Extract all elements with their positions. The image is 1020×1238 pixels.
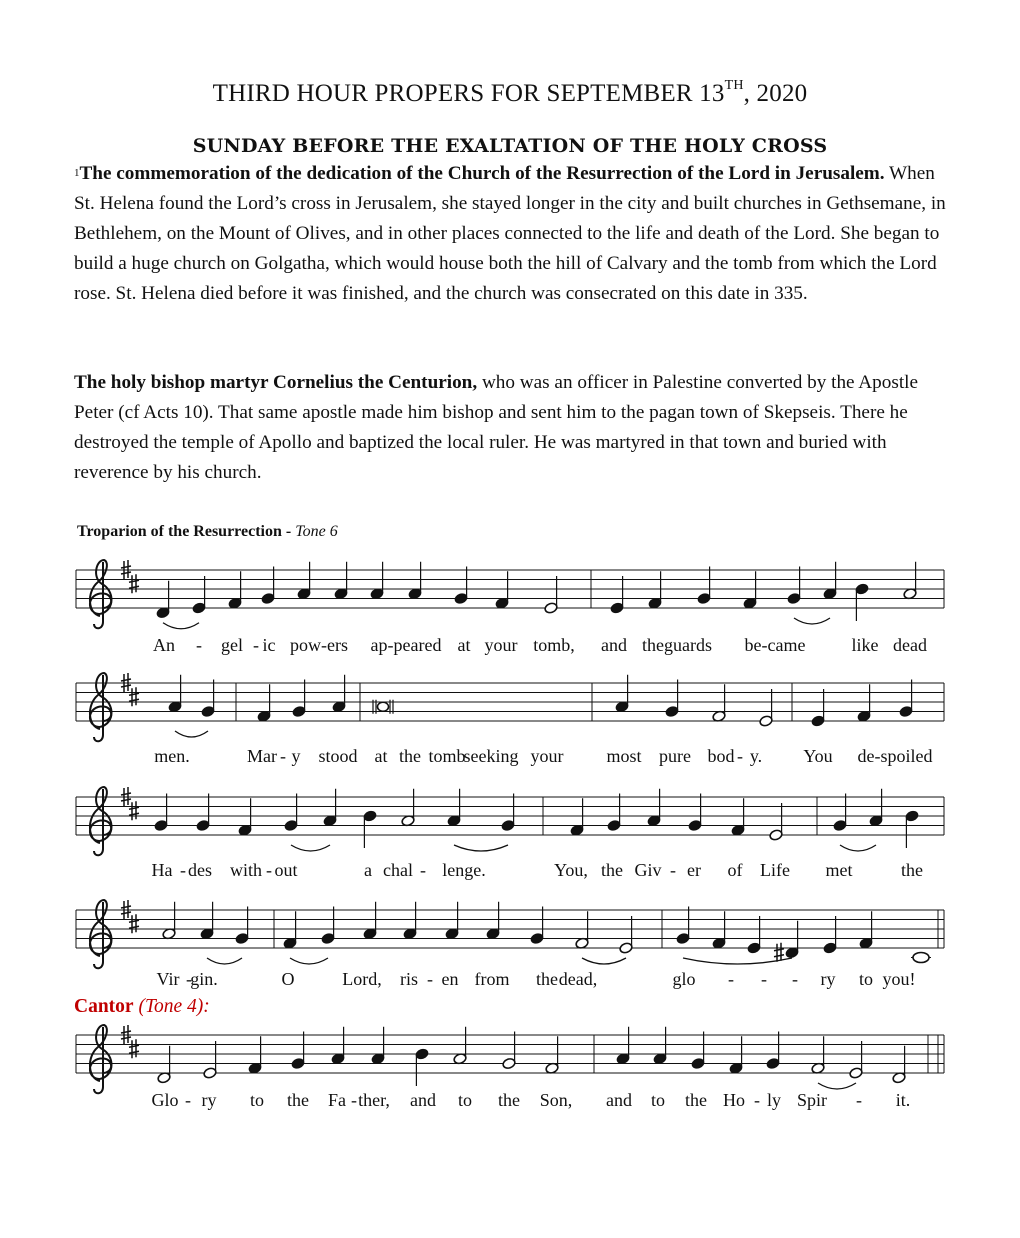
slur xyxy=(175,731,208,737)
lyric-syllable: Fa xyxy=(328,1090,346,1110)
martyr-text: who was an officer in Palestine converted by the Apostle Peter (cf Acts 10). That same apostle made him bishop and sent him to the pagan town of Skepseis. There he destroyed the temple of Apollo and baptized the local ruler. He was martyred in that town and buried with reverence by his church. xyxy=(74,372,918,483)
lyric-syllable: - xyxy=(737,746,743,766)
lyric-syllable: er xyxy=(687,860,701,880)
lyric-syllable: Lord, xyxy=(342,969,382,989)
lyric-syllable: - xyxy=(427,969,433,989)
lyric-syllable: - xyxy=(670,860,676,880)
lyric-syllable: - xyxy=(856,1090,862,1110)
lyric-syllable: a xyxy=(364,860,372,880)
lyric-syllable: pure xyxy=(659,746,691,766)
cantor-label: Cantor xyxy=(74,996,134,1017)
cantor-tone: (Tone 4): xyxy=(138,996,210,1017)
lyric-syllable: ry xyxy=(201,1090,217,1110)
lyric-syllable: the xyxy=(287,1090,309,1110)
lyric-syllable: - xyxy=(728,969,734,989)
slur xyxy=(683,958,792,964)
lyric-syllable: des xyxy=(188,860,212,880)
slur xyxy=(291,845,330,851)
commemoration-heading: The commemoration of the dedication of the Church of the Resurrection of the Lord in Jerusalem. xyxy=(79,163,885,184)
lyric-syllable: ry xyxy=(820,969,836,989)
lyric-syllable: you! xyxy=(882,969,916,989)
key-sharp-icon xyxy=(129,687,139,706)
lyric-syllable: to xyxy=(650,1090,666,1110)
lyric-syllable: Life xyxy=(760,860,790,880)
lyric-syllable: chal xyxy=(383,860,413,880)
lyric-syllable: An xyxy=(153,635,175,655)
lyric-syllable: - xyxy=(754,1090,760,1110)
lyric-syllable: You, xyxy=(554,860,588,880)
lyric-syllable: the xyxy=(642,635,664,655)
breve-note-head xyxy=(378,702,389,711)
key-sharp-icon xyxy=(129,1039,139,1058)
lyric-syllable: Mar xyxy=(247,746,277,766)
lyric-syllable: O xyxy=(281,969,295,989)
lyric-syllable: the xyxy=(399,746,421,766)
slur xyxy=(207,958,242,964)
lyric-syllable: - xyxy=(280,746,286,766)
troparion-tone: Tone 6 xyxy=(295,523,338,540)
lyric-syllable: met xyxy=(825,860,853,880)
lyric-syllable: ic xyxy=(262,635,276,655)
lyric-syllable: the xyxy=(685,1090,707,1110)
martyr-heading: The holy bishop martyr Cornelius the Centurion, xyxy=(74,372,478,393)
lyric-syllable: bod xyxy=(707,746,735,766)
lyric-syllable: the xyxy=(536,969,558,989)
lyric-syllable: - xyxy=(180,860,186,880)
lyric-syllable: - xyxy=(761,969,767,989)
slur xyxy=(794,618,830,624)
troparion-label: Troparion of the Resurrection - xyxy=(77,523,296,540)
lyric-syllable: pow-ers xyxy=(290,635,348,655)
lyric-syllable: be-came xyxy=(744,635,806,655)
lyric-syllable: y. xyxy=(749,746,763,766)
lyric-syllable: at xyxy=(374,746,388,766)
lyric-syllable: it. xyxy=(895,1090,911,1110)
slur xyxy=(163,623,199,629)
lyric-syllable: Ha xyxy=(151,860,173,880)
lyric-syllable: Son, xyxy=(539,1090,573,1110)
key-sharp-icon xyxy=(129,914,139,933)
lyric-syllable: - xyxy=(792,969,798,989)
lyric-syllable: men. xyxy=(154,746,190,766)
feast-subtitle: SUNDAY BEFORE THE EXALTATION OF THE HOLY CROSS xyxy=(192,135,828,157)
commemoration-text: When St. Helena found the Lord’s cross in Jerusalem, she stayed longer in the city and built churches in Gethsemane, in Bethlehem, on the Mount of Olives, and in other places connected to the life and death of the Lord. She began to build a huge church on Golgatha, which would house both the hill of Calvary and the tomb from which the Lord rose. St. Helena died before it was finished, and the church was consecrated on this date in 335. xyxy=(74,163,946,304)
lyric-syllable: and xyxy=(410,1090,436,1110)
slur xyxy=(840,845,876,851)
lyric-syllable: like xyxy=(851,635,879,655)
slur xyxy=(582,958,626,964)
lyric-syllable: - xyxy=(185,1090,191,1110)
lyric-syllable: to xyxy=(457,1090,473,1110)
accidental-sharp-icon xyxy=(774,943,784,962)
lyric-syllable: the xyxy=(498,1090,520,1110)
lyric-syllable: Ho xyxy=(723,1090,745,1110)
lyric-syllable: stood xyxy=(318,746,358,766)
lyric-syllable: your xyxy=(530,746,564,766)
lyric-syllable: ap-peared xyxy=(370,635,442,655)
lyric-syllable: - xyxy=(351,1090,357,1110)
lyric-syllable: - xyxy=(186,969,192,989)
lyric-syllable: the xyxy=(601,860,623,880)
lyric-syllable: Vir xyxy=(156,969,180,989)
slur xyxy=(290,958,328,964)
lyric-syllable: and xyxy=(601,635,627,655)
lyric-syllable: Glo xyxy=(151,1090,179,1110)
lyric-syllable: tomb, xyxy=(533,635,575,655)
lyric-syllable: of xyxy=(727,860,743,880)
lyric-syllable: glo xyxy=(672,969,696,989)
lyric-syllable: at xyxy=(457,635,471,655)
lyric-syllable: ther, xyxy=(358,1090,390,1110)
lyric-syllable: lenge. xyxy=(442,860,486,880)
lyric-syllable: - xyxy=(253,635,259,655)
lyric-syllable: guards xyxy=(664,635,712,655)
lyric-syllable: most xyxy=(606,746,642,766)
lyric-syllable: gel xyxy=(221,635,243,655)
lyric-syllable: Giv xyxy=(634,860,662,880)
lyric-syllable: y xyxy=(291,746,301,766)
slur xyxy=(454,845,508,851)
lyric-syllable: the xyxy=(901,860,923,880)
lyric-syllable: and xyxy=(606,1090,632,1110)
lyric-syllable: seeking xyxy=(463,746,519,766)
lyric-syllable: dead, xyxy=(558,969,598,989)
lyric-syllable: - xyxy=(420,860,426,880)
lyric-syllable: - xyxy=(266,860,272,880)
slur xyxy=(818,1083,856,1089)
lyric-syllable: to xyxy=(249,1090,265,1110)
lyric-syllable: de-spoiled xyxy=(857,746,933,766)
lyric-syllable: - xyxy=(196,635,202,655)
lyric-syllable: ly xyxy=(766,1090,782,1110)
key-sharp-icon xyxy=(129,574,139,593)
lyric-syllable: your xyxy=(484,635,518,655)
lyric-syllable: ris xyxy=(400,969,418,989)
lyric-syllable: tomb xyxy=(428,746,466,766)
lyric-syllable: with xyxy=(229,860,263,880)
note-head xyxy=(913,953,929,963)
page-title: THIRD HOUR PROPERS FOR SEPTEMBER 13TH, 2020 xyxy=(212,78,808,107)
lyric-syllable: gin. xyxy=(190,969,218,989)
lyric-syllable: out xyxy=(274,860,298,880)
lyric-syllable: Spir xyxy=(796,1090,828,1110)
lyric-syllable: dead xyxy=(893,635,927,655)
lyric-syllable: to xyxy=(858,969,874,989)
key-sharp-icon xyxy=(129,801,139,820)
footnote-marker: 1 xyxy=(74,167,80,179)
lyric-syllable: You xyxy=(803,746,833,766)
lyric-syllable: from xyxy=(474,969,510,989)
lyric-syllable: en xyxy=(441,969,459,989)
